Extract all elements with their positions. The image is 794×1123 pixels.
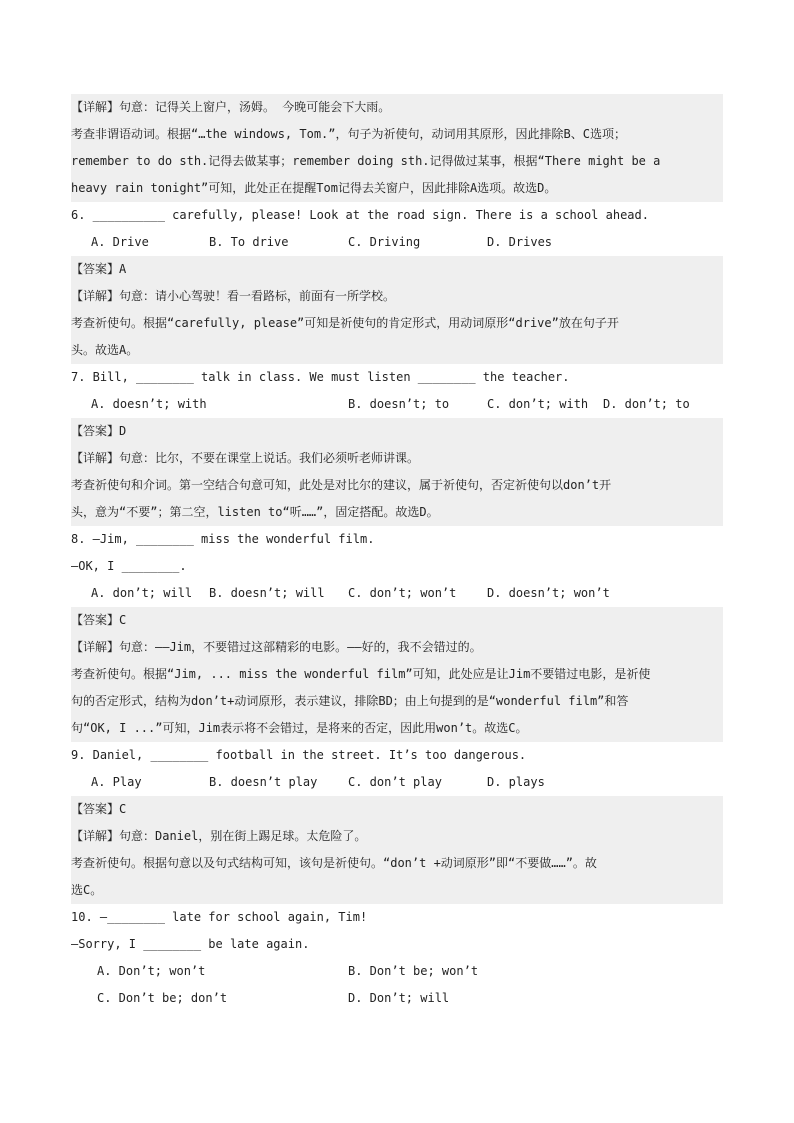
q6-answer: 【答案】A: [71, 262, 127, 276]
q9-option-c: C. don’t play: [348, 775, 442, 789]
q9-answer: 【答案】C: [71, 802, 127, 816]
q8-option-c: C. don’t; won’t: [348, 586, 457, 600]
q10-stem: 10. —________ late for school again, Tim!: [71, 910, 368, 924]
q8-detail-line: 句的否定形式，结构为don’t+动词原形，表示建议，排除BD；由上句提到的是“wonderful film”和答: [71, 694, 629, 708]
q10-option-c: C. Don’t be; don’t: [97, 991, 228, 1005]
q6-options: [71, 229, 723, 256]
q8-answer: 【答案】C: [71, 613, 127, 627]
q10-stem-reply: —Sorry, I ________ be late again.: [71, 937, 310, 951]
q5-detail-line: remember to do sth.记得去做某事；remember doing sth.记得做过某事，根据“There might be a: [71, 154, 661, 168]
q8-detail-line: 句“OK, I ...”可知，Jim表示将不会错过，是将来的否定，因此用won’t。故选C。: [71, 721, 528, 735]
q8-option-d: D. doesn’t; won’t: [487, 586, 610, 600]
q9-detail-line: 选C。: [71, 883, 103, 897]
q5-detail-line: heavy rain tonight”可知，此处正在提醒Tom记得去关窗户，因此排除A选项。故选D。: [71, 181, 557, 195]
q7-explanation-block: [71, 418, 723, 526]
q9-options: [71, 769, 723, 796]
q6-option-a: A. Drive: [91, 235, 149, 249]
q10-option-d: D. Don’t; will: [348, 991, 450, 1005]
q9-explanation-block: [71, 796, 723, 904]
q7-option-c: C. don’t; with: [487, 397, 589, 411]
q7-stem: 7. Bill, ________ talk in class. We must listen ________ the teacher.: [71, 370, 570, 384]
q9-option-b: B. doesn’t play: [209, 775, 318, 789]
q10-option-a: A. Don’t; won’t: [97, 964, 206, 978]
q6-explanation-block: [71, 256, 723, 364]
q7-detail-line: 头，意为“不要”；第二空，listen to“听……”，固定搭配。故选D。: [71, 505, 439, 519]
q7-detail-line: 【详解】句意：比尔，不要在课堂上说话。我们必须听老师讲课。: [71, 451, 420, 465]
q5-detail-line: 考查非谓语动词。根据“…the windows, Tom.”，句子为祈使句，动词用其原形，因此排除B、C选项；: [71, 127, 626, 141]
q7-detail-line: 考查祈使句和介词。第一空结合句意可知，此处是对比尔的建议，属于祈使句，否定祈使句以don’t开: [71, 478, 612, 492]
q7-answer: 【答案】D: [71, 424, 127, 438]
q8-options: [71, 580, 723, 607]
q8-detail-line: 【详解】句意：——Jim，不要错过这部精彩的电影。——好的，我不会错过的。: [71, 640, 482, 654]
q7-option-d: D. don’t; to: [603, 397, 690, 411]
q8-explanation-block: [71, 607, 723, 742]
q8-stem-reply: —OK, I ________.: [71, 559, 187, 573]
q8-option-a: A. don’t; will: [91, 586, 193, 600]
q10-option-b: B. Don’t be; won’t: [348, 964, 479, 978]
q9-detail-line: 考查祈使句。根据句意以及句式结构可知，该句是祈使句。“don’t +动词原形”即“不要做……”。故: [71, 856, 597, 870]
q6-detail-line: 【详解】句意：请小心驾驶！看一看路标，前面有一所学校。: [71, 289, 396, 303]
q8-option-b: B. doesn’t; will: [209, 586, 325, 600]
q7-option-b: B. doesn’t; to: [348, 397, 450, 411]
q9-stem: 9. Daniel, ________ football in the street. It’s too dangerous.: [71, 748, 527, 762]
q7-options: [71, 391, 723, 418]
q6-detail-line: 考查祈使句。根据“carefully, please”可知是祈使句的肯定形式，用动词原形“drive”放在句子开: [71, 316, 619, 330]
q7-option-a: A. doesn’t; with: [91, 397, 207, 411]
q9-option-d: D. plays: [487, 775, 545, 789]
q6-option-d: D. Drives: [487, 235, 553, 249]
q5-explanation-block: [71, 94, 723, 202]
q6-stem: 6. __________ carefully, please! Look at the road sign. There is a school ahead.: [71, 208, 649, 222]
q9-option-a: A. Play: [91, 775, 142, 789]
q6-option-b: B. To drive: [209, 235, 289, 249]
q10-options-row-1: [71, 958, 723, 985]
q5-detail-line: 【详解】句意：记得关上窗户，汤姆。 今晚可能会下大雨。: [71, 100, 391, 114]
q8-stem: 8. —Jim, ________ miss the wonderful film.: [71, 532, 375, 546]
q6-detail-line: 头。故选A。: [71, 343, 139, 357]
document-content: [71, 94, 723, 1012]
q10-options-row-2: [71, 985, 723, 1012]
q8-detail-line: 考查祈使句。根据“Jim, ... miss the wonderful film”可知，此处应是让Jim不要错过电影，是祈使: [71, 667, 651, 681]
q6-option-c: C. Driving: [348, 235, 421, 249]
q9-detail-line: 【详解】句意：Daniel，别在街上踢足球。太危险了。: [71, 829, 367, 843]
